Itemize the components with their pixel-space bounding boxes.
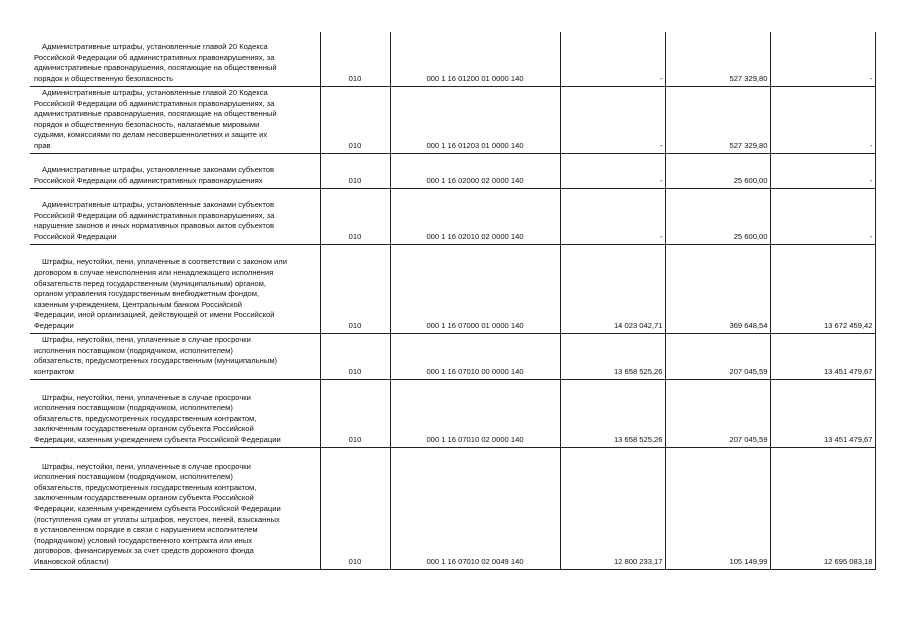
approved-amount: 14 023 042,71: [560, 244, 665, 333]
row-name-cell: [30, 447, 320, 569]
budget-class-code: 000 1 16 07000 01 0000 140: [390, 244, 560, 333]
executed-amount: 527 329,80: [665, 32, 770, 86]
line-code: 010: [320, 86, 390, 153]
executed-amount: 207 045,59: [665, 333, 770, 379]
approved-amount: -: [560, 153, 665, 188]
executed-amount: 207 045,59: [665, 379, 770, 447]
row-name: Административные штрафы, установленные главой 20 Кодекса Российской Федерации об административных правонарушениях, за административные правонарушения, посягающие на общественный порядок и общественную безопасность, налагаемые мировыми судьями, комиссиями по делам несовершеннолетних и защите их прав: [34, 87, 277, 150]
table-row: [30, 32, 875, 86]
row-name-cell: [30, 32, 320, 86]
row-name-cell: [30, 333, 320, 379]
table-row: [30, 333, 875, 379]
budget-class-code: 000 1 16 02000 02 0000 140: [390, 153, 560, 188]
unexecuted-amount: 13 451 479,67: [770, 379, 875, 447]
row-name: Административные штрафы, установленные законами субъектов Российской Федерации об административных правонарушениях, за нарушение законов и иных нормативных правовых актов субъектов Российской Федерации: [34, 200, 275, 241]
line-code: 010: [320, 244, 390, 333]
table-row: [30, 153, 875, 188]
row-name: Административные штрафы, установленные законами субъектов Российской Федерации об административных правонарушениях: [34, 165, 274, 185]
row-name: Штрафы, неустойки, пени, уплаченные в случае просрочки исполнения поставщиком (подрядчиком, исполнителем) обязательств, предусмотренных государственным контрактом, заключенным государственным органом субъекта Российской Федерации, казенным учреждением субъекта Российской Федерации (поступления сумм от уплаты штрафов, неустоек, пеней, взысканных в установленном порядке в связи с нарушением исполнителем (подрядчиком) условий государственного контракта или иных договоров, финансируемых за счет средств дорожного фонда Ивановской области): [34, 461, 281, 566]
revenue-table: [30, 32, 876, 570]
line-code: 010: [320, 379, 390, 447]
executed-amount: 25 600,00: [665, 153, 770, 188]
row-name: Штрафы, неустойки, пени, уплаченные в случае просрочки исполнения поставщиком (подрядчиком, исполнителем) обязательств, предусмотренных государственным (муниципальным) контрактом: [34, 335, 278, 376]
budget-class-code: 000 1 16 02010 02 0000 140: [390, 188, 560, 244]
unexecuted-amount: -: [770, 153, 875, 188]
approved-amount: 13 658 525,26: [560, 333, 665, 379]
unexecuted-amount: 13 672 459,42: [770, 244, 875, 333]
approved-amount: -: [560, 86, 665, 153]
unexecuted-amount: -: [770, 86, 875, 153]
executed-amount: 527 329,80: [665, 86, 770, 153]
table-row: [30, 188, 875, 244]
table-row: [30, 86, 875, 153]
budget-class-code: 000 1 16 07010 02 0049 140: [390, 447, 560, 569]
approved-amount: 13 658 525,26: [560, 379, 665, 447]
unexecuted-amount: 12 695 083,18: [770, 447, 875, 569]
row-name: Штрафы, неустойки, пени, уплаченные в соответствии с законом или договором в случае неисполнения или ненадлежащего исполнения обязательств перед государственным (муниципальным) органом, органом управления государственным внебюджетным фондом, казенным учреждением, Центральным банком Российской Федерации, иной организацией, действующей от имени Российской Федерации: [34, 257, 287, 330]
budget-class-code: 000 1 16 01200 01 0000 140: [390, 32, 560, 86]
unexecuted-amount: -: [770, 32, 875, 86]
approved-amount: 12 800 233,17: [560, 447, 665, 569]
approved-amount: -: [560, 188, 665, 244]
executed-amount: 25 600,00: [665, 188, 770, 244]
budget-class-code: 000 1 16 01203 01 0000 140: [390, 86, 560, 153]
unexecuted-amount: 13 451 479,67: [770, 333, 875, 379]
row-name: Штрафы, неустойки, пени, уплаченные в случае просрочки исполнения поставщиком (подрядчиком, исполнителем) обязательств, предусмотренных государственным контрактом, заключенным государственным органом субъекта Российской Федерации, казенным учреждением субъекта Российской Федерации: [34, 392, 281, 444]
executed-amount: 105 149,99: [665, 447, 770, 569]
table-row: [30, 379, 875, 447]
approved-amount: -: [560, 32, 665, 86]
budget-class-code: 000 1 16 07010 02 0000 140: [390, 379, 560, 447]
row-name-cell: [30, 379, 320, 447]
budget-class-code: 000 1 16 07010 00 0000 140: [390, 333, 560, 379]
row-name-cell: [30, 188, 320, 244]
executed-amount: 369 648,54: [665, 244, 770, 333]
line-code: 010: [320, 188, 390, 244]
row-name-cell: [30, 244, 320, 333]
line-code: 010: [320, 447, 390, 569]
report-sheet: [30, 32, 876, 570]
unexecuted-amount: -: [770, 188, 875, 244]
table-row: [30, 447, 875, 569]
row-name-cell: [30, 86, 320, 153]
table-row: [30, 244, 875, 333]
row-name: Административные штрафы, установленные главой 20 Кодекса Российской Федерации об административных правонарушениях, за административные правонарушения, посягающие на общественный порядок и общественную безопасность: [34, 42, 277, 83]
line-code: 010: [320, 333, 390, 379]
line-code: 010: [320, 153, 390, 188]
line-code: 010: [320, 32, 390, 86]
row-name-cell: [30, 153, 320, 188]
